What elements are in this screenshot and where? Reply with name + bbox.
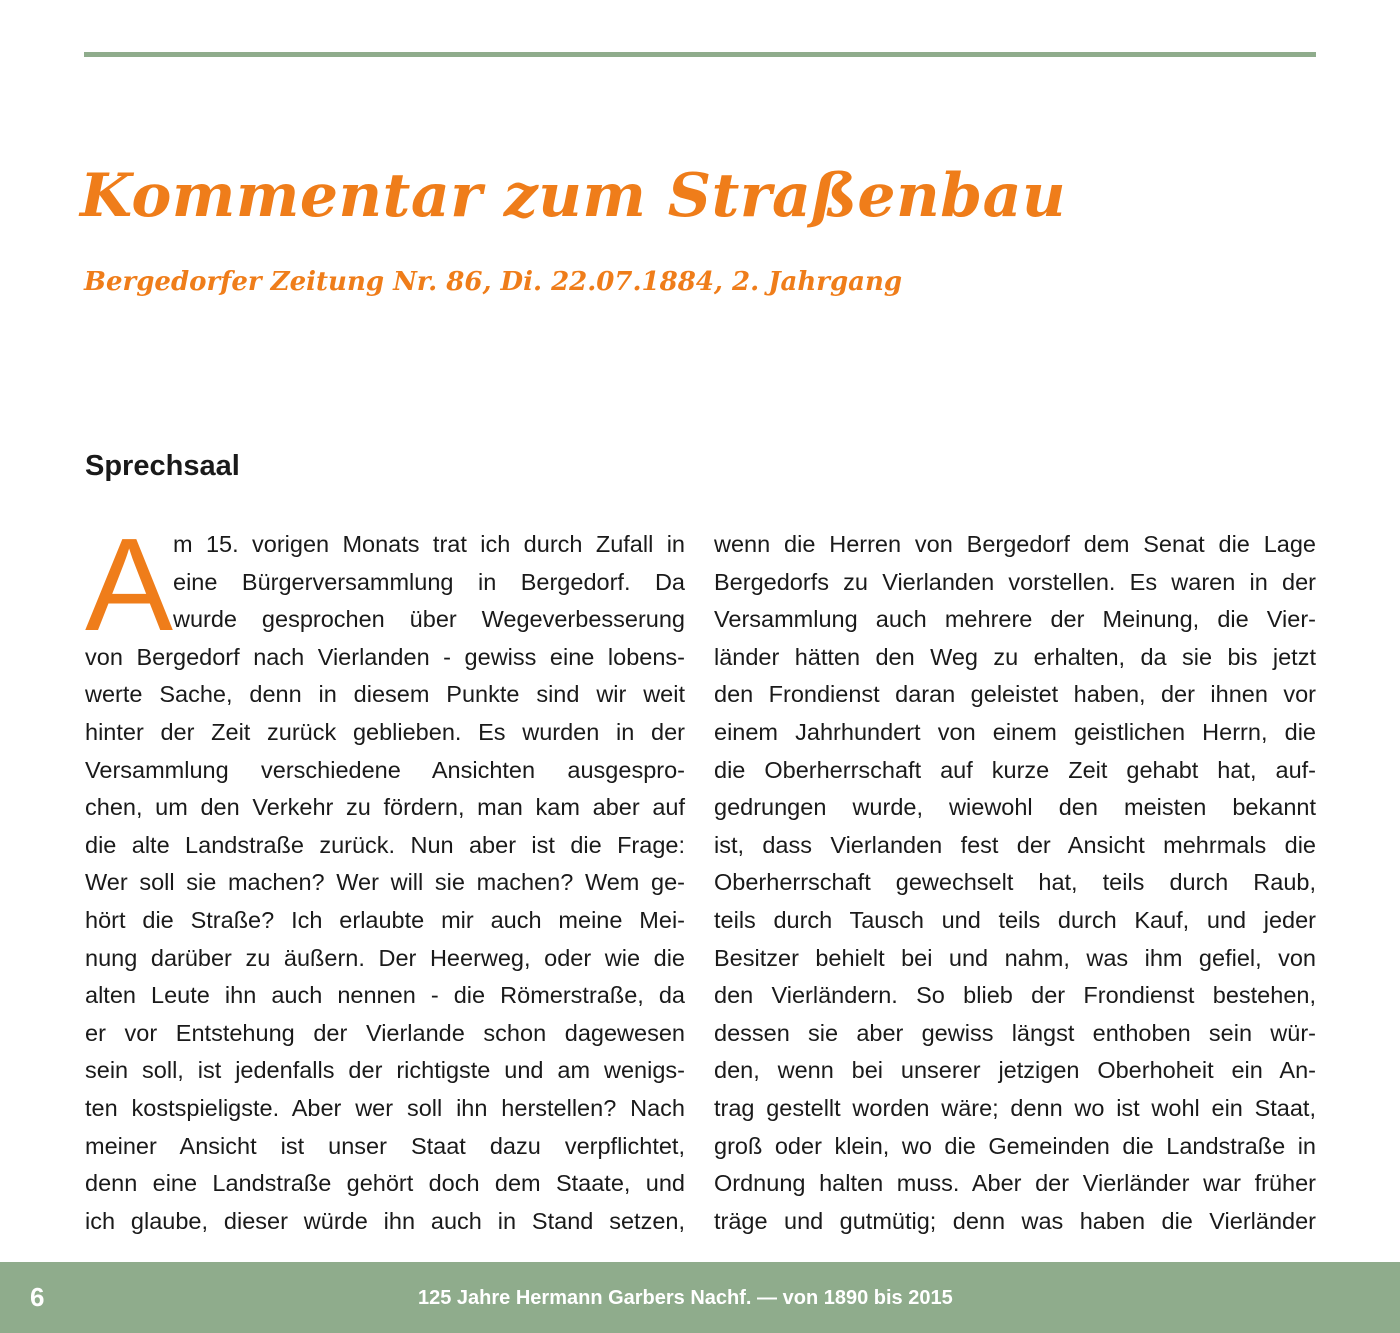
text-line: die Oberherrschaft auf kurze Zeit gehabt hat, auf- [714, 756, 1316, 783]
page-footer [0, 1262, 1400, 1333]
footer-caption: 125 Jahre Hermann Garbers Nachf. — von 1890 bis 2015 [418, 1287, 953, 1309]
text-line: denn eine Landstraße gehört doch dem Staate, und [85, 1170, 685, 1197]
text-line: Versammlung verschiedene Ansichten ausgespro- [85, 756, 685, 783]
article-column-left [85, 511, 685, 1240]
text-line: wenn die Herren von Bergedorf dem Senat die Lage [714, 531, 1316, 557]
text-line: den, wenn bei unserer jetzigen Oberhoheit ein An- [714, 1057, 1316, 1084]
text-line: gedrungen wurde, wiewohl den meisten bekannt [714, 794, 1316, 821]
text-line: ist, dass Vierlanden fest der Ansicht mehrmals die [714, 831, 1316, 858]
text-line: hört die Straße? Ich erlaubte mir auch meine Mei- [85, 906, 685, 933]
text-line: Wer soll sie machen? Wer will sie machen? Wem ge- [85, 869, 685, 896]
text-line: sein soll, ist jedenfalls der richtigste und am wenigs- [85, 1057, 685, 1084]
text-line: wurde gesprochen über Wegeverbesserung [173, 606, 685, 633]
text-line: Bergedorfs zu Vierlanden vorstellen. Es waren in der [714, 568, 1316, 595]
top-divider-rule [84, 52, 1316, 57]
text-line: die alte Landstraße zurück. Nun aber ist die Frage: [85, 831, 685, 858]
section-heading: Sprechsaal [85, 450, 240, 482]
text-line: dessen sie aber gewiss längst enthoben sein wür- [714, 1019, 1316, 1046]
text-line: hinter der Zeit zurück geblieben. Es wurden in der [85, 718, 685, 745]
text-line: teils durch Tausch und teils durch Kauf, und jeder [714, 906, 1316, 933]
text-line: chen, um den Verkehr zu fördern, man kam aber auf [85, 794, 685, 821]
text-line: ten kostspieligste. Aber wer soll ihn herstellen? Nach [85, 1094, 685, 1121]
text-line: m 15. vorigen Monats trat ich durch Zufall in [173, 531, 685, 557]
text-line: eine Bürgerversammlung in Bergedorf. Da [173, 568, 685, 595]
page-number: 6 [30, 1282, 45, 1312]
text-line: einem Jahrhundert von einem geistlichen Herrn, die [714, 718, 1316, 745]
page-title: Kommentar zum Straßenbau [80, 161, 1067, 231]
text-line: den Vierländern. So blieb der Frondienst bestehen, [714, 982, 1316, 1009]
text-line: ich glaube, dieser würde ihn auch in Stand setzen, [85, 1207, 685, 1234]
text-line: länder hätten den Weg zu erhalten, da sie bis jetzt [714, 643, 1316, 670]
text-line: werte Sache, denn in diesem Punkte sind wir weit [85, 681, 685, 708]
text-line: von Bergedorf nach Vierlanden - gewiss eine lobens- [85, 643, 685, 670]
text-line: er vor Entstehung der Vierlande schon dagewesen [85, 1019, 685, 1046]
article-column-right [714, 526, 1316, 1240]
text-line: groß oder klein, wo die Gemeinden die Landstraße in [714, 1132, 1316, 1159]
text-line: Versammlung auch mehrere der Meinung, die Vier- [714, 606, 1316, 633]
text-line: den Frondienst daran geleistet haben, der ihnen vor [714, 681, 1316, 708]
text-line: Oberherrschaft gewechselt hat, teils durch Raub, [714, 869, 1316, 896]
text-line: Besitzer behielt bei und nahm, was ihm gefiel, von [714, 944, 1316, 971]
text-line: alten Leute ihn auch nennen - die Römerstraße, da [85, 982, 685, 1009]
text-line: nung darüber zu äußern. Der Heerweg, oder wie die [85, 944, 685, 971]
page-subtitle: Bergedorfer Zeitung Nr. 86, Di. 22.07.1884, 2. Jahrgang [84, 267, 903, 297]
text-line: meiner Ansicht ist unser Staat dazu verpflichtet, [85, 1132, 685, 1159]
drop-cap: A [85, 511, 174, 658]
text-line: träge und gutmütig; denn was haben die Vierländer [714, 1207, 1316, 1234]
text-line: Ordnung halten muss. Aber der Vierländer war früher [714, 1170, 1316, 1197]
text-line: trag gestellt worden wäre; denn wo ist wohl ein Staat, [714, 1094, 1316, 1121]
